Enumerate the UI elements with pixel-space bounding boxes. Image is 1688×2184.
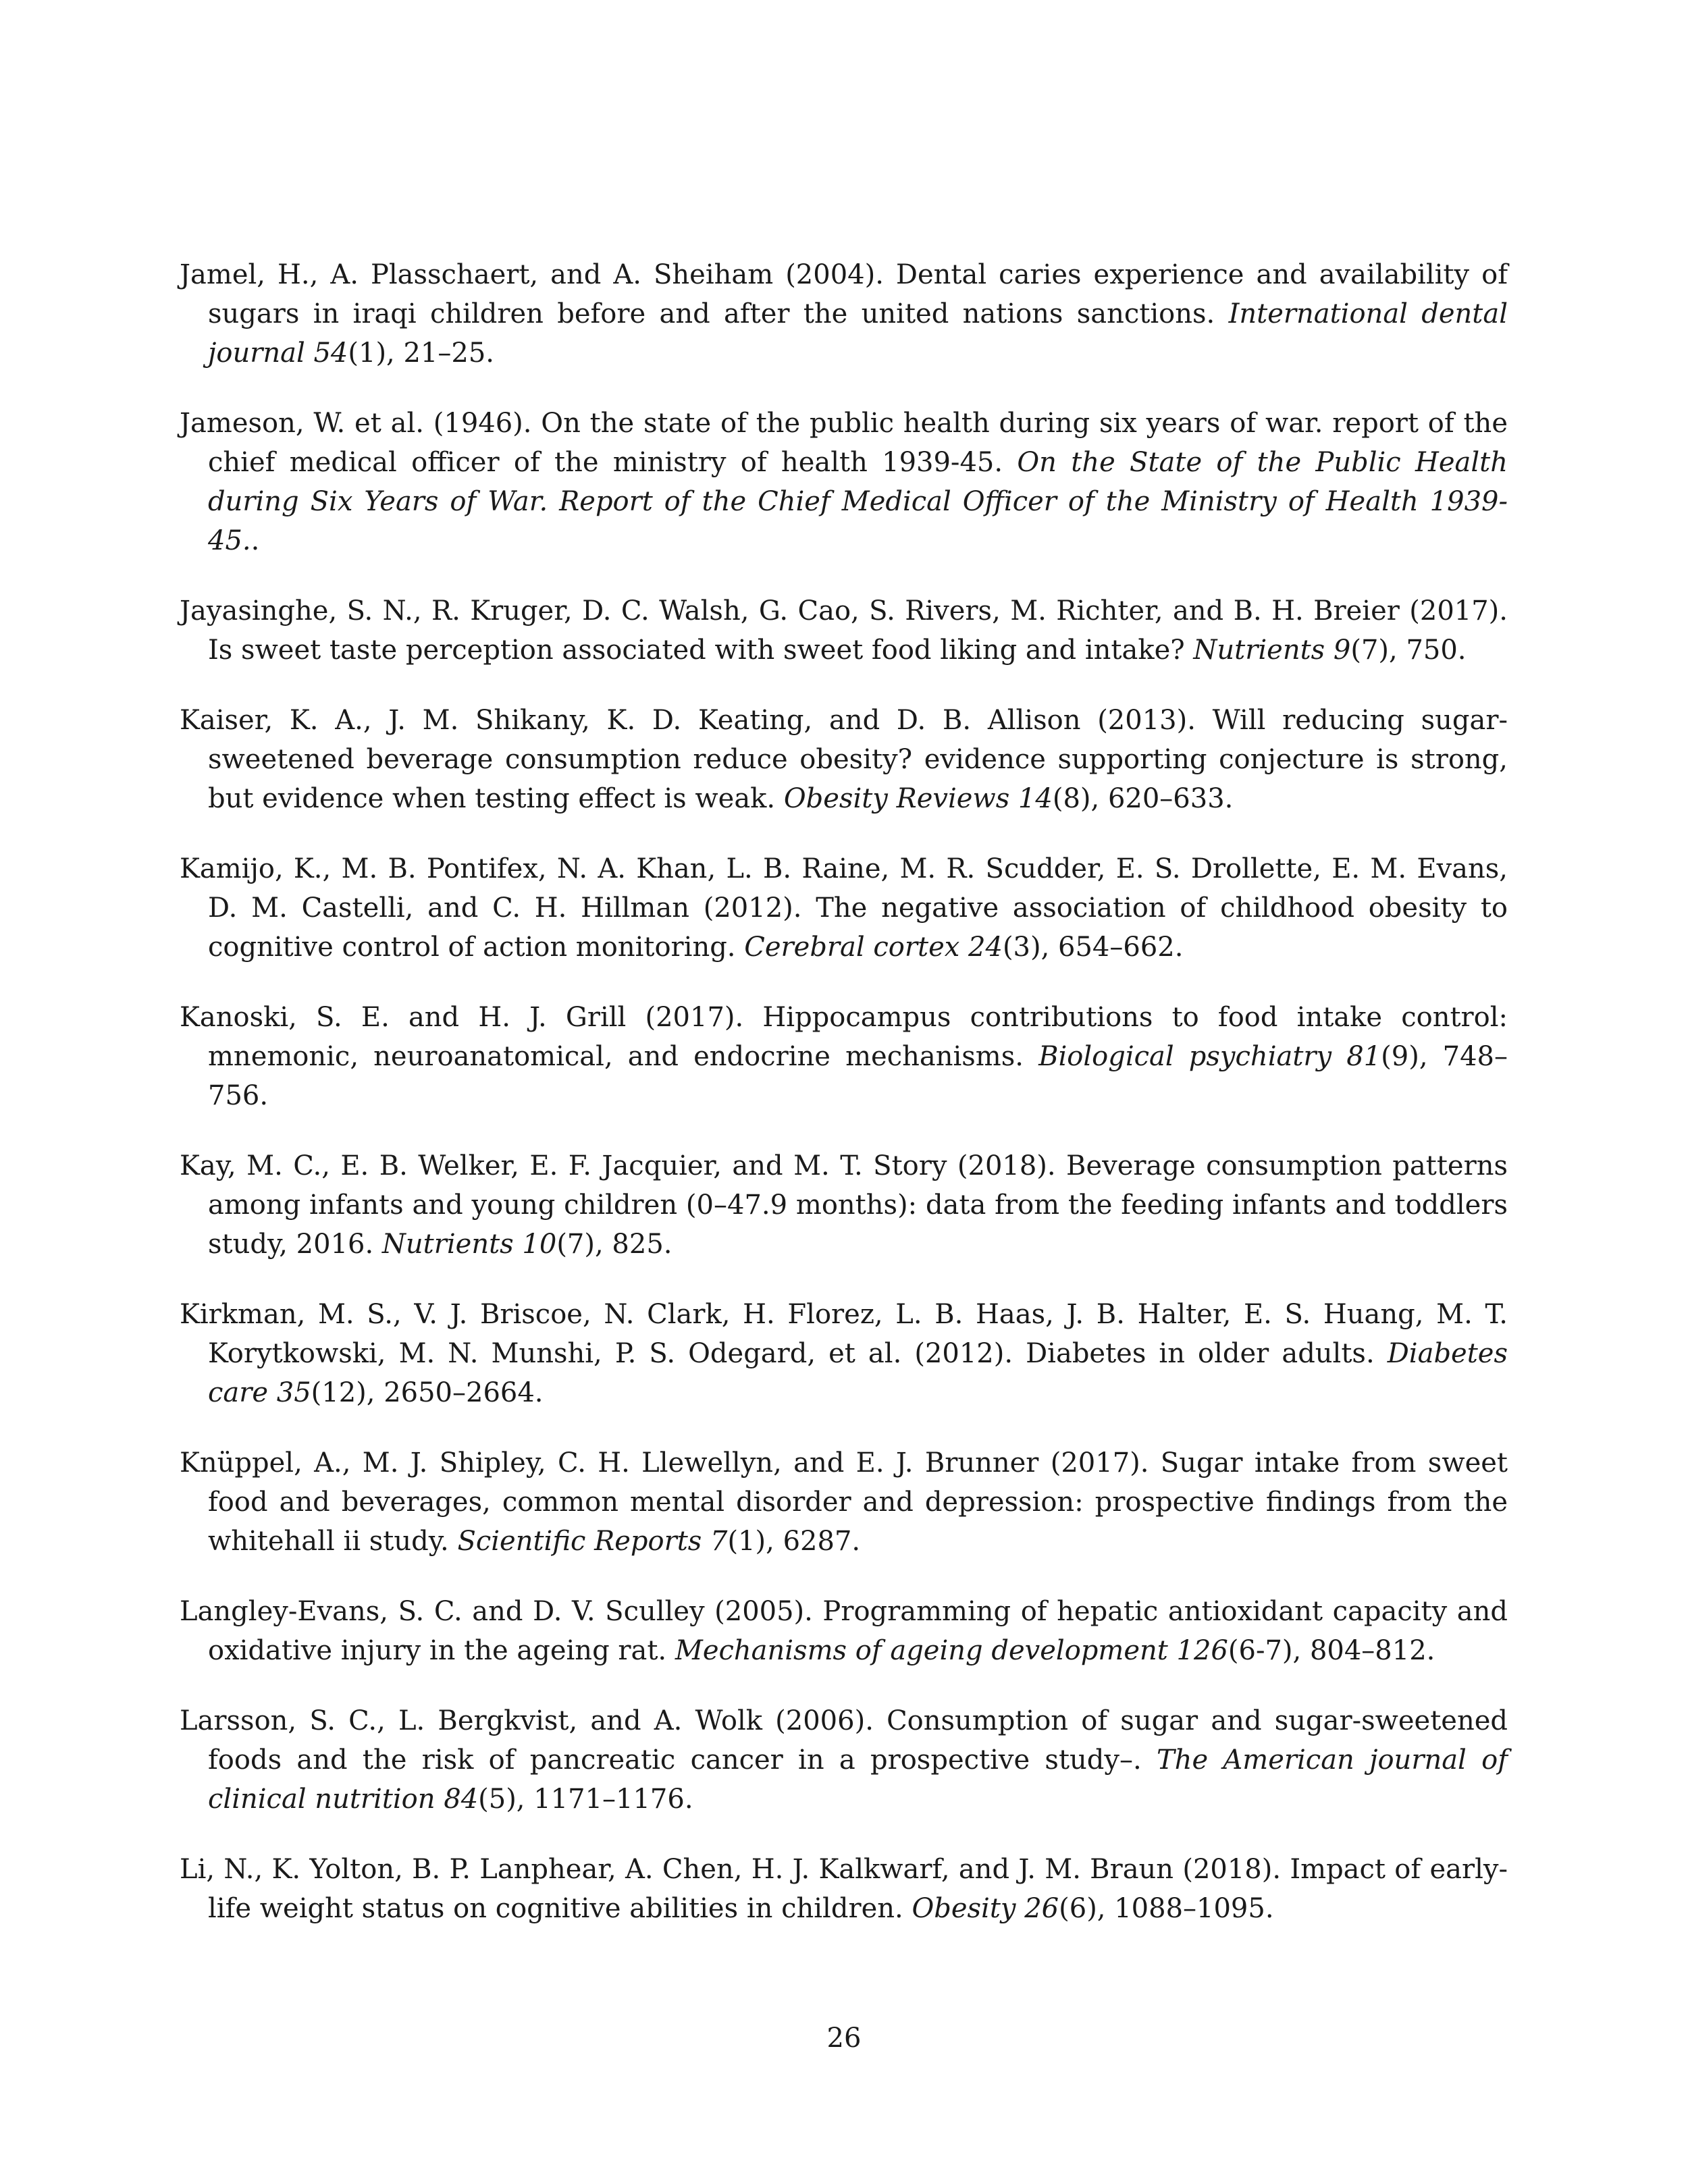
page-number: 26 bbox=[826, 2023, 862, 2054]
reference-issue-pages: (1), 6287. bbox=[727, 1526, 861, 1557]
reference-journal: On the State of the Public Health during Six Years of War. Report of the Chief Medical Officer of the Ministry of Health 1939-45. bbox=[208, 447, 1508, 556]
reference-issue-pages: (8), 620–633. bbox=[1052, 783, 1234, 814]
reference-entry bbox=[180, 849, 1508, 967]
reference-journal: Nutrients 10 bbox=[381, 1229, 557, 1260]
reference-entry bbox=[180, 1295, 1508, 1412]
reference-issue-pages: (6-7), 804–812. bbox=[1228, 1635, 1435, 1666]
reference-journal: Cerebral cortex 24 bbox=[744, 932, 1003, 963]
reference-issue-pages: (7), 750. bbox=[1350, 635, 1467, 666]
reference-list bbox=[180, 255, 1508, 1959]
reference-authors-title: Kirkman, M. S., V. J. Briscoe, N. Clark, H. Florez, L. B. Haas, J. B. Halter, E. S. Huang, M. T. Korytkowski, M. N. Munshi, P. S. Odegard, et al. (2012). Diabetes in older adults. bbox=[180, 1299, 1508, 1369]
reference-journal: Obesity 26 bbox=[912, 1893, 1059, 1924]
reference-issue-pages: (6), 1088–1095. bbox=[1059, 1893, 1274, 1924]
reference-issue-pages: (1), 21–25. bbox=[348, 338, 494, 369]
reference-entry bbox=[180, 1146, 1508, 1264]
reference-issue-pages: (12), 2650–2664. bbox=[311, 1377, 544, 1408]
reference-entry bbox=[180, 255, 1508, 373]
reference-entry bbox=[180, 701, 1508, 818]
reference-authors-title: Kay, M. C., E. B. Welker, E. F. Jacquier, and M. T. Story (2018). Beverage consumption patterns among infants and young children (0–47.9 months): data from the feeding infants and toddlers study, 2016. bbox=[180, 1150, 1508, 1260]
reference-entry bbox=[180, 998, 1508, 1115]
reference-entry bbox=[180, 404, 1508, 560]
reference-authors-title: Li, N., K. Yolton, B. P. Lanphear, A. Chen, H. J. Kalkwarf, and J. M. Braun (2018). Impact of early-life weight status on cognitive abilities in children. bbox=[180, 1854, 1508, 1924]
reference-authors-title: Kamijo, K., M. B. Pontifex, N. A. Khan, L. B. Raine, M. R. Scudder, E. S. Drollette, E. M. Evans, D. M. Castelli, and C. H. Hillman (2012). The negative association of childhood obesity to cognitive control of action monitoring. bbox=[180, 853, 1508, 963]
reference-authors-title: Jamel, H., A. Plasschaert, and A. Sheiham (2004). Dental caries experience and availability of sugars in iraqi children before and after the united nations sanctions. bbox=[180, 259, 1508, 329]
reference-journal: Diabetes care 35 bbox=[208, 1338, 1508, 1408]
reference-entry bbox=[180, 1443, 1508, 1561]
reference-entry bbox=[180, 1850, 1508, 1928]
reference-entry bbox=[180, 591, 1508, 670]
reference-authors-title: Jayasinghe, S. N., R. Kruger, D. C. Walsh, G. Cao, S. Rivers, M. Richter, and B. H. Breier (2017). Is sweet taste perception associated with sweet food liking and intake? bbox=[180, 595, 1508, 666]
reference-entry bbox=[180, 1592, 1508, 1670]
reference-journal: Nutrients 9 bbox=[1193, 635, 1351, 666]
reference-journal: International dental journal 54 bbox=[208, 298, 1508, 369]
reference-authors-title: Kanoski, S. E. and H. J. Grill (2017). Hippocampus contributions to food intake control: mnemonic, neuroanatomical, and endocrine mechanisms. bbox=[180, 1002, 1508, 1072]
reference-authors-title: Jameson, W. et al. (1946). On the state of the public health during six years of war. report of the chief medical officer of the ministry of health 1939-45. bbox=[180, 408, 1508, 478]
reference-issue-pages: (5), 1171–1176. bbox=[478, 1784, 693, 1815]
reference-authors-title: Kaiser, K. A., J. M. Shikany, K. D. Keating, and D. B. Allison (2013). Will reducing sugar-sweetened beverage consumption reduce obesity? evidence supporting conjecture is strong, but evidence when testing effect is weak. bbox=[180, 705, 1508, 814]
reference-journal: Mechanisms of ageing development 126 bbox=[675, 1635, 1228, 1666]
reference-journal: The American journal of clinical nutrition 84 bbox=[208, 1744, 1508, 1815]
reference-issue-pages: (3), 654–662. bbox=[1002, 932, 1184, 963]
reference-authors-title: Langley-Evans, S. C. and D. V. Sculley (2005). Programming of hepatic antioxidant capacity and oxidative injury in the ageing rat. bbox=[180, 1596, 1508, 1666]
reference-authors-title: Knüppel, A., M. J. Shipley, C. H. Llewellyn, and E. J. Brunner (2017). Sugar intake from sweet food and beverages, common mental disorder and depression: prospective findings from the whitehall ii study. bbox=[180, 1447, 1508, 1557]
reference-issue-pages: (7), 825. bbox=[556, 1229, 672, 1260]
reference-journal: Obesity Reviews 14 bbox=[783, 783, 1053, 814]
reference-entry bbox=[180, 1701, 1508, 1819]
reference-journal: Biological psychiatry 81 bbox=[1038, 1041, 1381, 1072]
reference-journal: Scientific Reports 7 bbox=[457, 1526, 728, 1557]
reference-authors-title: Larsson, S. C., L. Bergkvist, and A. Wolk (2006). Consumption of sugar and sugar-sweetened foods and the risk of pancreatic cancer in a prospective study–. bbox=[180, 1705, 1508, 1776]
reference-issue-pages: . bbox=[250, 525, 260, 556]
reference-issue-pages: (9), 748–756. bbox=[208, 1041, 1508, 1111]
